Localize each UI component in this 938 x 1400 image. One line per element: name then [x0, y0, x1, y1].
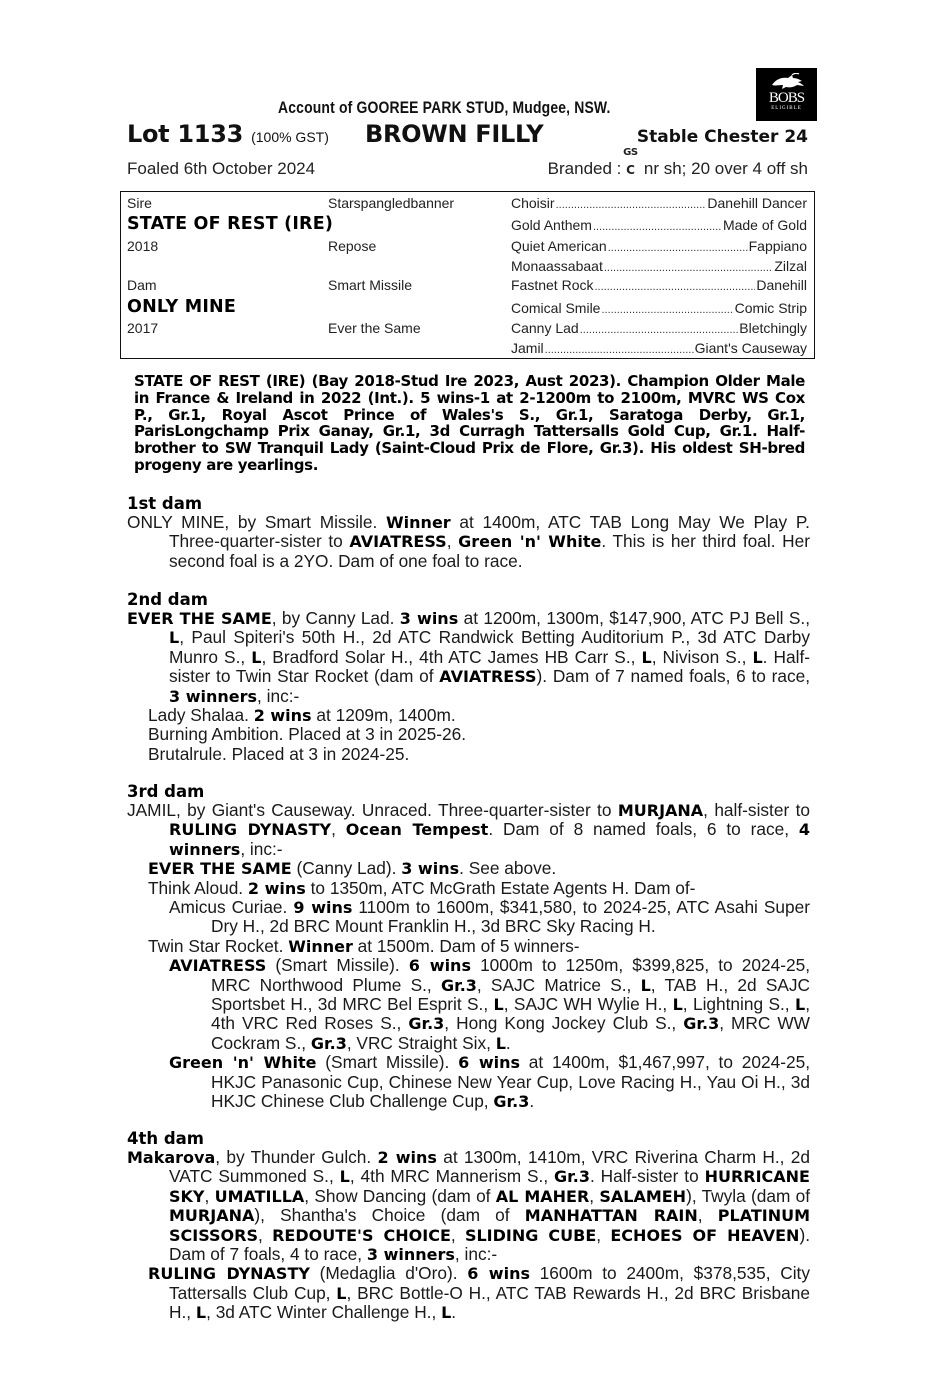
- bold-text: L: [493, 995, 504, 1015]
- bold-text: L: [169, 628, 180, 648]
- text: at 1400m, $1,467,997, to 2024-25, HKJC Panasonic Cup, Chinese New Year Cup, Love Racing H., Yau Oi H., 3d HKJC Chinese Club Challenge Cup,: [211, 1052, 810, 1112]
- bold-text: MURJANA: [617, 801, 704, 820]
- grandparent-row: [511, 300, 807, 316]
- leader-dots: [601, 300, 733, 316]
- text: ,: [589, 1185, 600, 1206]
- bold-text: L: [441, 1303, 452, 1323]
- dam-label: Dam: [127, 277, 157, 293]
- bold-text: L: [339, 1167, 350, 1187]
- text: at 1300m, 1410m, VRC Riverina Charm H., 2d VATC Summoned S.,: [169, 1147, 811, 1187]
- bold-text: Gr.3: [310, 1033, 347, 1053]
- bold-text: 4 winners: [169, 820, 811, 859]
- text: , Nivison S.,: [651, 646, 753, 667]
- sire-label: Sire: [127, 195, 152, 211]
- text: Lady Shalaa.: [148, 705, 254, 726]
- bold-text: L: [672, 995, 683, 1015]
- leader-dots: [604, 258, 773, 274]
- text: ), Shantha's Choice (dam of: [254, 1205, 525, 1226]
- grandparent-sire: Fastnet Rock: [511, 277, 594, 293]
- leader-dots: [556, 195, 707, 211]
- bold-text: 2 wins: [253, 706, 312, 726]
- dam-year: 2017: [127, 320, 159, 336]
- bold-text: Ocean Tempest: [345, 820, 489, 840]
- text: at 1400m, ATC TAB Long May We Play P. Three-quarter-sister to: [169, 512, 810, 552]
- text: .: [505, 1032, 511, 1053]
- grandparent-dam-sire: Giant's Causeway: [694, 340, 807, 356]
- pedigree-table: [120, 191, 815, 359]
- grandparent-sire: Canny Lad: [511, 320, 579, 336]
- text: ,: [697, 1205, 718, 1226]
- dam-heading: 2nd dam: [127, 590, 208, 609]
- gst-note: (100% GST): [251, 129, 329, 145]
- grandparent-sire: Monaassabaat: [511, 258, 603, 274]
- text: ). Dam of 7 named foals, 6 to race,: [536, 666, 811, 687]
- brand-mark-bottom: C: [626, 163, 635, 177]
- bold-text: Green 'n' White: [458, 532, 602, 552]
- bold-text: Winner: [386, 513, 451, 532]
- grandparent-row: [511, 238, 807, 254]
- grandparent-row: [511, 320, 807, 336]
- text: (Medaglia d'Oro).: [309, 1263, 468, 1284]
- progeny-entry: [127, 879, 810, 898]
- text: , 4th VRC Red Roses S.,: [211, 994, 810, 1034]
- bold-text: L: [336, 1283, 347, 1303]
- logo-text: BOBS: [768, 90, 805, 106]
- bold-text: 3 wins: [399, 609, 459, 628]
- text: , inc:-: [454, 1244, 498, 1265]
- dam-entry: [127, 801, 810, 859]
- text: Twin Star Rocket.: [148, 935, 289, 956]
- text: ,: [258, 1224, 273, 1245]
- text: Burning Ambition. Placed at 3 in 2025-26.: [148, 724, 466, 745]
- grandparent-dam-sire: Zilzal: [774, 258, 807, 274]
- grandparent-row: [511, 277, 807, 293]
- text: .: [529, 1091, 535, 1112]
- text: , by Canny Lad.: [271, 608, 400, 628]
- bold-text: 3 winners: [169, 686, 258, 706]
- grandparent-sire: Comical Smile: [511, 300, 601, 316]
- sex-colour: BROWN FILLY: [365, 120, 544, 148]
- text: , half-sister to: [703, 800, 810, 820]
- grandparent-row: [511, 217, 807, 233]
- bold-text: REDOUTE'S CHOICE: [272, 1225, 451, 1245]
- text: , Paul Spiteri's 50th H., 2d ATC Randwick Betting Auditorium P., 3d ATC Darby Munro S.,: [169, 627, 810, 667]
- text: ). Dam of 7 foals, 4 to race,: [169, 1224, 810, 1265]
- horse-head-icon: [768, 73, 806, 90]
- progeny-entry: [127, 745, 810, 764]
- text: , MRC WW Cockram S.,: [211, 1013, 810, 1053]
- dam-dam: Ever the Same: [328, 320, 421, 336]
- bold-text: RULING DYNASTY: [148, 1264, 310, 1284]
- text: , TAB H., 2d SAJC Sportsbet H., 3d MRC Bel Esprit S.,: [211, 974, 810, 1015]
- grandparent-dam-sire: Danehill Dancer: [707, 195, 807, 211]
- bold-text: HURRICANE SKY: [169, 1167, 810, 1206]
- grandparent-dam-sire: Made of Gold: [722, 217, 807, 233]
- bold-text: 9 wins: [293, 898, 353, 918]
- sire-year: 2018: [127, 238, 159, 254]
- brand-mark: [623, 147, 639, 179]
- bold-text: Winner: [288, 936, 353, 956]
- dam-section-2: [127, 590, 810, 764]
- brand-description: [547, 147, 808, 179]
- progeny-entry: [127, 937, 810, 956]
- bold-text: RULING DYNASTY: [169, 820, 332, 840]
- dam-heading: 1st dam: [127, 494, 203, 513]
- bold-text: Makarova: [127, 1148, 216, 1167]
- sire-sire: Starspangledbanner: [328, 195, 455, 211]
- text: , BRC Bottle-O H., ATC TAB Rewards H., 2d BRC Brisbane H.,: [169, 1282, 810, 1323]
- progeny-entry: [127, 956, 810, 1053]
- branded-detail: nr sh; 20 over 4 off sh: [643, 159, 808, 178]
- bold-text: 6 wins: [458, 1053, 520, 1073]
- text: , Bradford Solar H., 4th ATC James HB Carr S.,: [261, 646, 642, 667]
- text: ONLY MINE, by Smart Missile.: [127, 512, 387, 532]
- text: . Half-sister to: [589, 1166, 705, 1187]
- foaled-date: Foaled 6th October 2024: [127, 159, 316, 178]
- progeny-entry: [127, 898, 810, 937]
- bold-text: PLATINUM SCISSORS: [169, 1206, 810, 1245]
- lot-label: Lot 1133: [127, 120, 244, 148]
- dam-heading: 4th dam: [127, 1129, 204, 1148]
- text: (Smart Missile).: [316, 1052, 459, 1073]
- bold-text: 3 winners: [366, 1245, 455, 1265]
- bold-text: L: [794, 995, 806, 1015]
- grandparent-sire: Choisir: [511, 195, 555, 211]
- leader-dots: [593, 217, 722, 233]
- grandparent-sire: Jamil: [511, 340, 544, 356]
- bold-text: Gr.3: [493, 1092, 530, 1112]
- dam-section-4: [127, 1129, 810, 1323]
- bold-text: MANHATTAN RAIN: [524, 1206, 698, 1226]
- bold-text: Gr.3: [683, 1014, 720, 1034]
- progeny-entry: [127, 859, 810, 878]
- bold-text: MURJANA: [169, 1206, 255, 1226]
- bold-text: EVER THE SAME: [148, 859, 292, 879]
- bobs-eligible-logo: [756, 68, 817, 121]
- bold-text: EVER THE SAME: [127, 609, 272, 628]
- bold-text: 3 wins: [401, 859, 460, 879]
- text: , Hong Kong Jockey Club S.,: [444, 1013, 684, 1034]
- dam-entry: [127, 513, 810, 571]
- text: , 3d ATC Winter Challenge H.,: [206, 1302, 442, 1323]
- bold-text: L: [641, 647, 652, 667]
- progeny-entry: [127, 706, 810, 725]
- text: . Dam of 8 named foals, 6 to race,: [488, 819, 799, 840]
- text: ,: [331, 819, 346, 840]
- bold-text: ECHOES OF HEAVEN: [610, 1225, 800, 1245]
- text: 1100m to 1600m, $341,580, to 2024-25, ATC Asahi Super Dry H., 2d BRC Mount Franklin H., 3d BRC Sky Racing H.: [211, 897, 810, 937]
- bold-text: AL MAHER: [495, 1186, 590, 1206]
- leader-dots: [594, 277, 755, 293]
- text: , Show Dancing (dam of: [304, 1185, 496, 1206]
- bold-text: 2 wins: [377, 1148, 437, 1167]
- text: Think Aloud.: [148, 877, 248, 898]
- text: at 1209m, 1400m.: [311, 705, 456, 726]
- text: ,: [596, 1224, 611, 1245]
- bold-text: L: [251, 647, 262, 667]
- text: 1000m to 1250m, $399,825, to 2024-25, MRC Northwood Plume S.,: [211, 955, 810, 995]
- grandparent-row: [511, 195, 807, 211]
- dam-section-3: [127, 782, 810, 1112]
- dam-sire: Smart Missile: [328, 277, 413, 293]
- bold-text: L: [495, 1033, 506, 1053]
- text: at 1500m. Dam of 5 winners-: [352, 935, 580, 956]
- grandparent-row: [511, 258, 807, 274]
- grandparent-dam-sire: Fappiano: [748, 238, 807, 254]
- dam-section-1: [127, 494, 810, 571]
- text: , SAJC WH Wylie H.,: [503, 994, 673, 1015]
- bold-text: Green 'n' White: [169, 1053, 317, 1073]
- text: , inc:-: [240, 838, 283, 859]
- dam-name: ONLY MINE: [127, 297, 237, 317]
- text: ,: [450, 1224, 465, 1245]
- logo-subtext: ELIGIBLE: [771, 106, 802, 111]
- text: Amicus Curiae.: [169, 897, 294, 918]
- sire-name: STATE OF REST (IRE): [127, 214, 334, 234]
- text: ,: [204, 1185, 215, 1206]
- progeny-entry: [127, 1264, 810, 1322]
- dam-entry: [127, 609, 810, 706]
- text: (Canny Lad).: [291, 858, 402, 879]
- text: 1600m to 2400m, $378,535, City Tattersalls Club Cup,: [169, 1263, 810, 1303]
- bold-text: UMATILLA: [214, 1186, 305, 1206]
- bold-text: Gr.3: [408, 1014, 445, 1034]
- sire-dam: Repose: [328, 238, 377, 254]
- text: to 1350m, ATC McGrath Estate Agents H. Dam of-: [305, 877, 696, 898]
- grandparent-dam-sire: Danehill: [756, 277, 807, 293]
- bold-text: Gr.3: [440, 975, 477, 995]
- stable-location: Stable Chester 24: [636, 127, 808, 147]
- bold-text: 6 wins: [408, 956, 471, 976]
- bold-text: L: [195, 1303, 207, 1323]
- text: , inc:-: [257, 685, 300, 706]
- bold-text: AVIATRESS: [349, 532, 447, 552]
- vendor-account: Account of GOOREE PARK STUD, Mudgee, NSW.: [278, 98, 611, 117]
- lot-header: [127, 120, 810, 150]
- text: at 1200m, 1300m, $147,900, ATC PJ Bell S.,: [458, 608, 810, 628]
- bold-text: 6 wins: [467, 1264, 530, 1284]
- bold-text: SLIDING CUBE: [464, 1225, 597, 1245]
- branded-label: Branded :: [547, 159, 622, 178]
- text: , Lightning S.,: [682, 994, 795, 1015]
- text: , 4th MRC Mannerism S.,: [349, 1166, 554, 1187]
- grandparent-sire: Quiet American: [511, 238, 607, 254]
- dam-heading: 3rd dam: [127, 782, 205, 801]
- bold-text: L: [752, 647, 763, 667]
- text: .: [451, 1302, 457, 1323]
- leader-dots: [608, 238, 748, 254]
- grandparent-sire: Gold Anthem: [511, 217, 592, 233]
- bold-text: AVIATRESS: [439, 667, 537, 687]
- text: , SAJC Matrice S.,: [476, 974, 641, 995]
- lot-number: [127, 120, 329, 148]
- progeny-entry: [127, 1053, 810, 1111]
- sire-summary: STATE OF REST (IRE) (Bay 2018-Stud Ire 2023, Aust 2023). Champion Older Male in France & Ireland in 2022 (Int.). 5 wins-1 at 2-1200m to 2100m, MVRC WS Cox P., Gr.1, Royal Ascot Prince of Wales's S., Gr.1, Saratoga Derby, Gr.1, ParisLongchamp Prix Ganay, Gr.1, 3d Curragh Tattersalls Gold Cup, Gr.1. Half-brother to SW Tranquil Lady (Saint-Cloud Prix de Flore, Gr.3). His oldest SH-bred progeny are yearlings.: [134, 372, 805, 474]
- text: Brutalrule. Placed at 3 in 2024-25.: [148, 743, 410, 764]
- text: , by Thunder Gulch.: [215, 1147, 378, 1167]
- leader-dots: [580, 320, 739, 336]
- brand-mark-top: GS: [623, 147, 638, 158]
- grandparent-dam-sire: Comic Strip: [734, 300, 807, 316]
- text: . This is her third foal. Her second foal is a 2YO. Dam of one foal to race.: [169, 531, 811, 571]
- bold-text: L: [640, 975, 651, 995]
- progeny-entry: [127, 725, 810, 744]
- text: (Smart Missile).: [266, 955, 409, 976]
- bold-text: 2 wins: [247, 878, 306, 898]
- leader-dots: [545, 340, 694, 356]
- text: ), Twyla (dam of: [686, 1185, 811, 1206]
- grandparent-row: [511, 340, 807, 356]
- text: ,: [446, 531, 459, 552]
- bold-text: AVIATRESS: [169, 956, 267, 976]
- bold-text: SALAMEH: [599, 1186, 687, 1206]
- dam-entry: [127, 1148, 810, 1264]
- text: . See above.: [459, 858, 557, 879]
- text: , VRC Straight Six,: [346, 1032, 496, 1053]
- text: JAMIL, by Giant's Causeway. Unraced. Three-quarter-sister to: [127, 800, 618, 820]
- bold-text: Gr.3: [554, 1167, 590, 1187]
- grandparent-dam-sire: Bletchingly: [739, 320, 807, 336]
- text: . Half-sister to Twin Star Rocket (dam of: [169, 646, 810, 687]
